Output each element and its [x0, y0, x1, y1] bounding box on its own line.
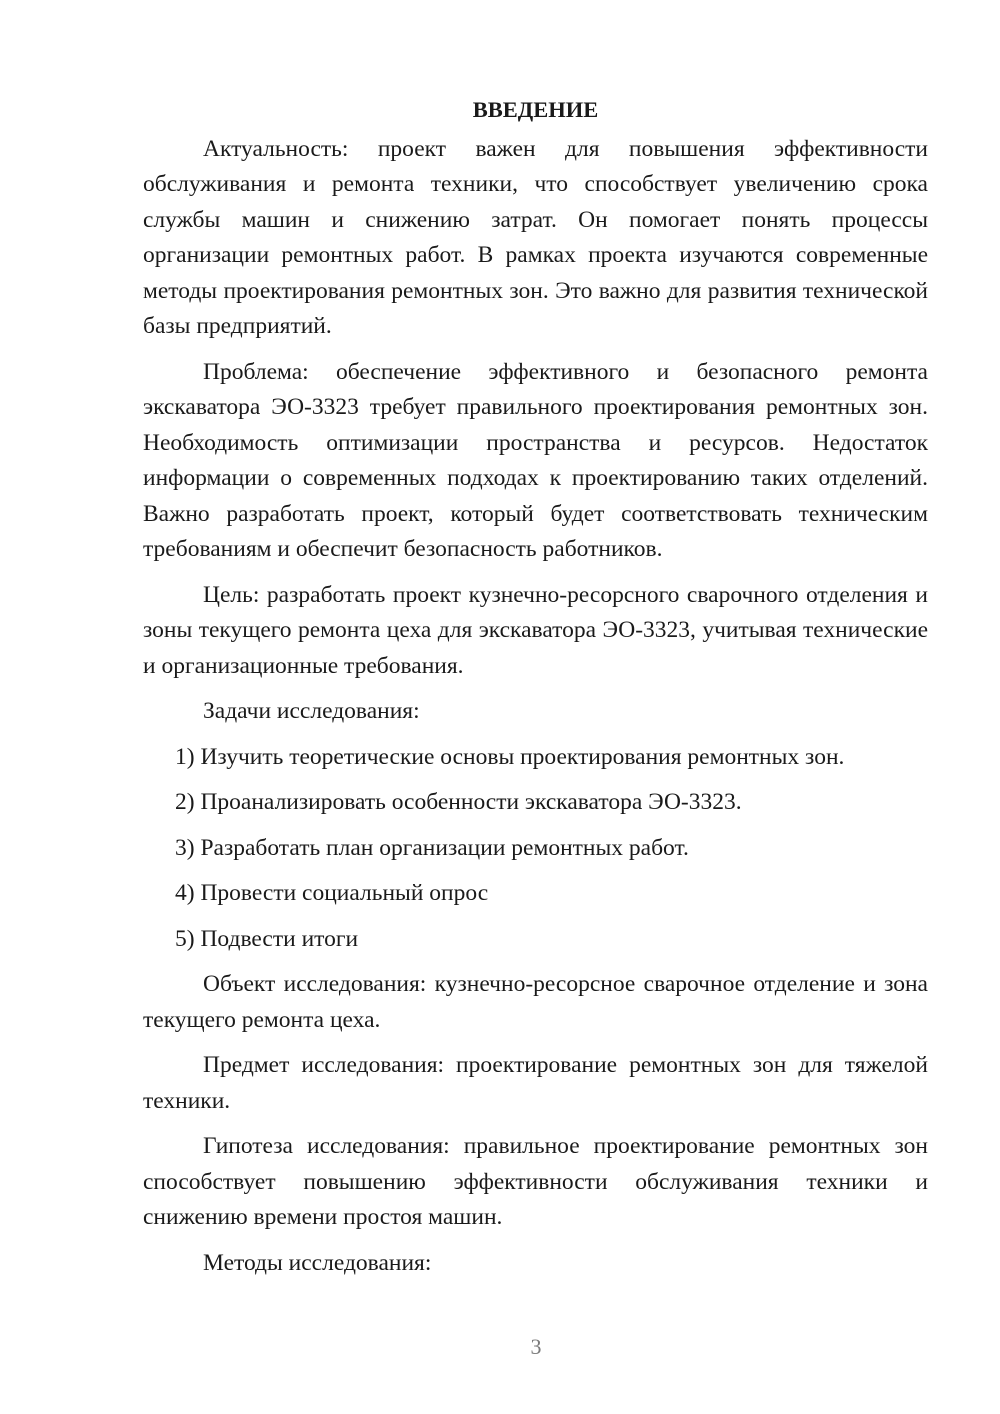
list-item: 1) Изучить теоретические основы проектирования ремонтных зон. [175, 743, 845, 770]
list-item: 3) Разработать план организации ремонтных работ. [175, 834, 689, 861]
page-number: 3 [530, 1334, 542, 1359]
problem-paragraph: Проблема: обеспечение эффективного и безопасного ремонта экскаватора ЭО-3323 требует правильного проектирования ремонтных зон. Необходимость оптимизации пространства и ресурсов. Недостаток информации о современных подходах к проектированию таких отделений. Важно разработать проект, который будет соответствовать техническим требованиям и обеспечит безопасность работников. [143, 358, 928, 562]
list-item: 4) Провести социальный опрос [175, 880, 489, 906]
tasks-heading: Задачи исследования: [203, 698, 420, 724]
hypothesis-paragraph: Гипотеза исследования: правильное проектирование ремонтных зон способствует повышению эффективности обслуживания техники и снижению времени простоя машин. [143, 1133, 928, 1230]
tasks-list [143, 740, 928, 958]
list-item: 2) Проанализировать особенности экскаватора ЭО-3323. [175, 789, 742, 815]
section-title: ВВЕДЕНИЕ [472, 97, 599, 122]
subject-paragraph: Предмет исследования: проектирование ремонтных зон для тяжелой техники. [143, 1052, 928, 1114]
goal-paragraph: Цель: разработать проект кузнечно-ресорсного сварочного отделения и зоны текущего ремонта цеха для экскаватора ЭО-3323, учитывая технические и организационные требования. [143, 581, 928, 679]
relevance-paragraph: Актуальность: проект важен для повышения эффективности обслуживания и ремонта техники, что способствует увеличению срока службы машин и снижению затрат. Он помогает понять процессы организации ремонтных работ. В рамках проекта изучаются современные методы проектирования ремонтных зон. Это важно для развития технической базы предприятий. [143, 135, 928, 339]
document-body [143, 92, 928, 1291]
methods-heading: Методы исследования: [203, 1249, 432, 1276]
list-item: 5) Подвести итоги [175, 925, 359, 952]
object-paragraph: Объект исследования: кузнечно-ресорсное сварочное отделение и зона текущего ремонта цеха. [143, 971, 928, 1033]
